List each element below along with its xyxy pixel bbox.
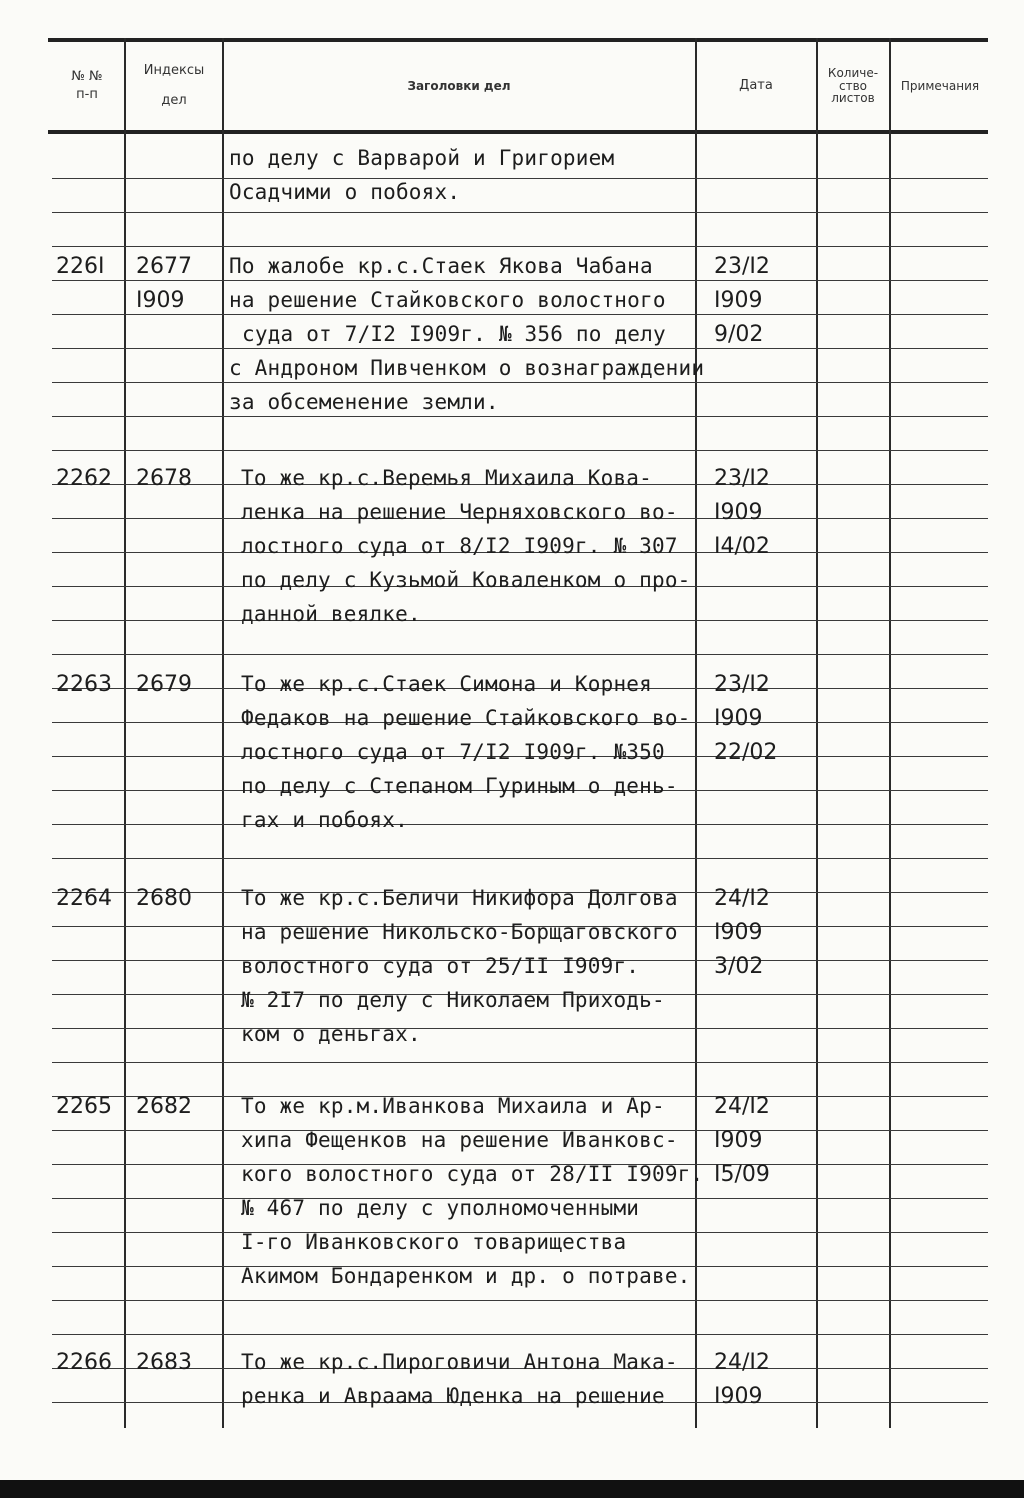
entry-number: 2265 — [56, 1094, 112, 1119]
entry-title-line: с Андроном Пивченком о вознаграждении — [229, 356, 705, 380]
entry-index: 2682 — [136, 1094, 192, 1119]
entry-title-line: по делу с Кузьмой Коваленком о про- — [241, 568, 691, 592]
entry-title-line: То же кр.с.Беличи Никифора Долгова — [241, 886, 678, 910]
header-index-sublabel: дел — [161, 93, 187, 108]
header-index-column — [126, 44, 222, 128]
entry-title-line: данной веялке. — [241, 602, 421, 626]
entry-title-line: гах и побоях. — [241, 808, 408, 832]
row-rule — [52, 314, 988, 315]
row-rule — [52, 246, 988, 247]
row-rule — [52, 212, 988, 213]
entry-index: 2679 — [136, 672, 192, 697]
entry-title-line: I-го Иванковского товарищества — [241, 1230, 627, 1254]
entry-title-line: То же кр.с.Стаек Симона и Корнея — [241, 672, 652, 696]
header-sheets-column — [817, 44, 889, 128]
row-rule — [52, 654, 988, 655]
entry-title-line: лостного суда от 7/I2 I909г. №350 — [241, 740, 665, 764]
scan-bottom-edge — [0, 1480, 1024, 1498]
entry-title-line: По жалобе кр.с.Стаек Якова Чабана — [229, 254, 653, 278]
header-number-column — [50, 44, 124, 128]
entry-date: 9/02 — [714, 322, 764, 347]
entry-title-line: ренка и Авраама Юденка на решение — [241, 1384, 665, 1408]
header-bottom-rule — [48, 130, 988, 134]
entry-index: 2683 — [136, 1350, 192, 1375]
entry-index-year: I909 — [136, 288, 185, 313]
entry-date: I909 — [714, 920, 763, 945]
entry-number: 226I — [56, 254, 105, 279]
entry-date: 23/I2 — [714, 254, 770, 279]
header-index-label: Индексы — [143, 63, 205, 79]
header-number-sublabel: п-п — [76, 87, 98, 102]
entry-title-line: суда от 7/I2 I909г. № 356 по делу — [242, 322, 666, 346]
row-rule — [52, 858, 988, 859]
entry-title-line: на решение Стайковского волостного — [229, 288, 666, 312]
header-sheets-label-3: листов — [831, 91, 875, 106]
row-rule — [52, 178, 988, 179]
entry-date: I909 — [714, 706, 763, 731]
entry-date: I909 — [714, 500, 763, 525]
row-rule — [52, 620, 988, 621]
entry-date: I909 — [714, 1384, 763, 1409]
entry-title-line: Федаков на решение Стайковского во- — [241, 706, 691, 730]
row-rule — [52, 1062, 988, 1063]
entry-number: 2262 — [56, 466, 112, 491]
entry-title-line: № 467 по делу с уполномоченными — [241, 1196, 640, 1220]
row-rule — [52, 280, 988, 281]
entry-date: 24/I2 — [714, 1350, 770, 1375]
entry-date: 23/I2 — [714, 466, 770, 491]
entry-title-line: на решение Никольско-Борщаговского — [241, 920, 678, 944]
entry-title-line: хипа Фещенков на решение Иванковс- — [241, 1128, 678, 1152]
row-rule — [52, 348, 988, 349]
entry-date: 22/02 — [714, 740, 778, 765]
entry-title-line: То же кр.с.Пироговичи Антона Мака- — [241, 1350, 678, 1374]
entry-title-line: Акимом Бондаренком и др. о потраве. — [241, 1264, 691, 1288]
entry-date: 3/02 — [714, 954, 764, 979]
entry-title-line: волостного суда от 25/II I909г. — [241, 954, 640, 978]
entry-title-line: лостного суда от 8/I2 I909г. № 307 — [241, 534, 678, 558]
entry-title-line: кого волостного суда от 28/II I909г. — [241, 1162, 704, 1186]
entry-number: 2266 — [56, 1350, 112, 1375]
header-top-rule — [48, 38, 988, 42]
entry-index: 2677 — [136, 254, 192, 279]
entry-title-line: ком о деньгах. — [241, 1022, 421, 1046]
entry-title-line: за обсеменение земли. — [229, 390, 499, 414]
entry-date: I909 — [714, 1128, 763, 1153]
entry-date: I4/02 — [714, 534, 770, 559]
header-sheets-label: Количе- — [827, 66, 879, 81]
row-rule — [52, 416, 988, 417]
entry-number: 2263 — [56, 672, 112, 697]
entry-title-line: То же кр.м.Иванкова Михаила и Ар- — [241, 1094, 665, 1118]
entry-title-line: № 2I7 по делу с Николаем Приходь- — [241, 988, 665, 1012]
header-notes-column: Примечания — [900, 78, 980, 93]
entry-index: 2680 — [136, 886, 192, 911]
entry-title-line: по делу с Степаном Гуриным о день- — [241, 774, 678, 798]
entry-number: 2264 — [56, 886, 112, 911]
entry-date: I909 — [714, 288, 763, 313]
row-rule — [52, 1028, 988, 1029]
row-rule — [52, 1300, 988, 1301]
entry-title-line: То же кр.с.Веремья Михаила Кова- — [241, 466, 652, 490]
row-rule — [52, 382, 988, 383]
continuation-line: Осадчими о побоях. — [229, 180, 461, 204]
continuation-line: по делу с Варварой и Григорием — [229, 146, 615, 170]
entry-date: 23/I2 — [714, 672, 770, 697]
entry-title-line: ленка на решение Черняховского во- — [241, 500, 678, 524]
row-rule — [52, 1334, 988, 1335]
header-date-column: Дата — [739, 78, 773, 94]
row-rule — [52, 450, 988, 451]
header-number-label: № № — [71, 69, 103, 85]
header-sheets-label-2: ство — [838, 78, 867, 93]
entry-date: I5/09 — [714, 1162, 770, 1187]
header-title-column: Заголовки дел — [407, 78, 511, 93]
entry-index: 2678 — [136, 466, 192, 491]
entry-date: 24/I2 — [714, 1094, 770, 1119]
row-rule — [52, 824, 988, 825]
entry-date: 24/I2 — [714, 886, 770, 911]
